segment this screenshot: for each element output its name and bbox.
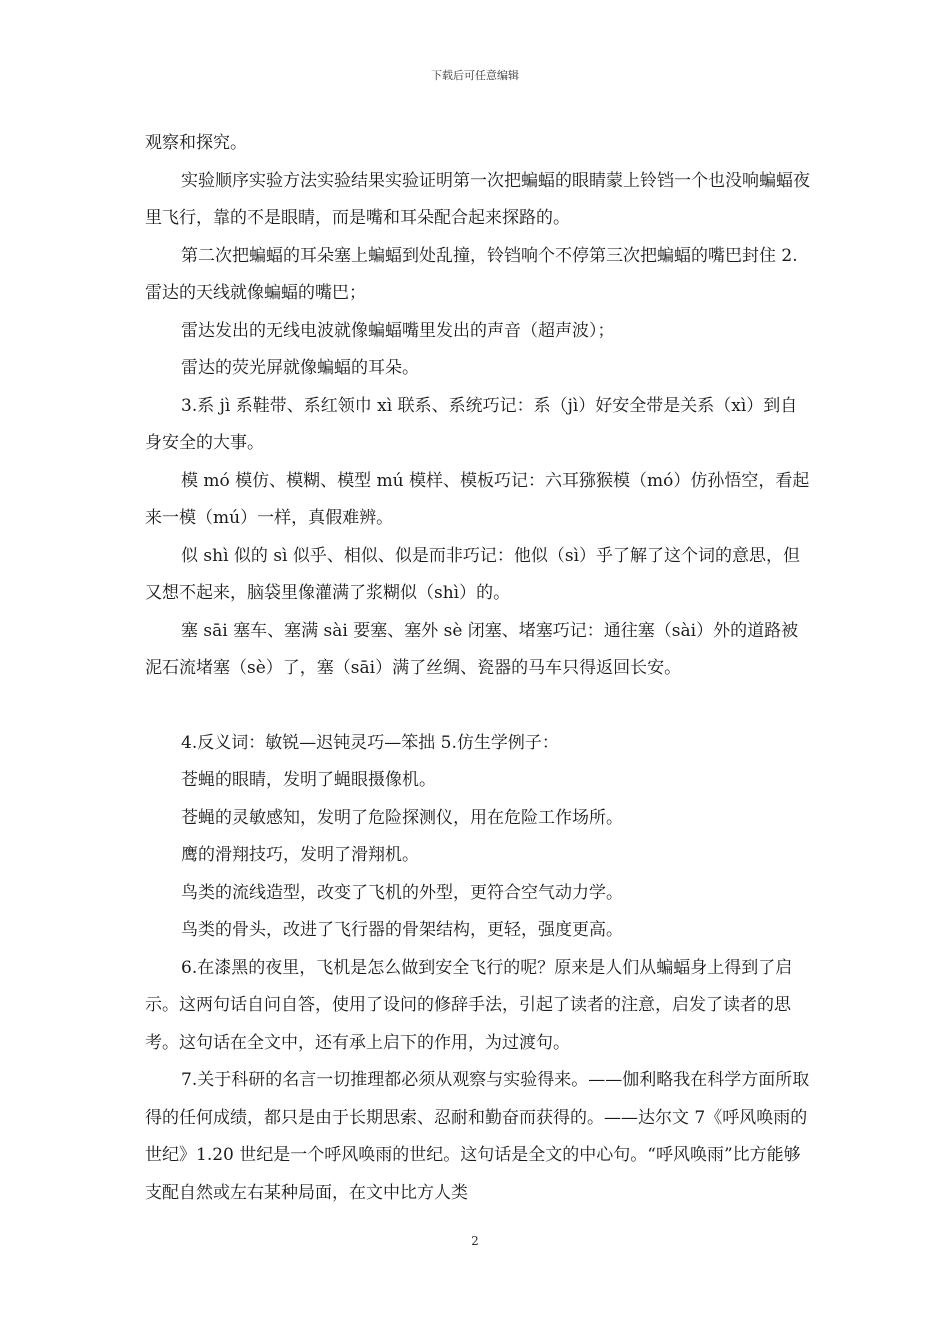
paragraph: 7.关于科研的名言一切推理都必须从观察与实验得来。——伽利略我在科学方面所取得的任何成绩，都只是由于长期思索、忍耐和勤奋而获得的。——达尔文 7《呼风唤雨的世纪》1.20 世纪是一个呼风唤雨的世纪。这句话是全文的中心句。“呼风唤雨”比方能够支配自然或左右某种局面，在文中比方人类 xyxy=(145,1070,810,1203)
paragraph: 第二次把蝙蝠的耳朵塞上蝙蝠到处乱撞，铃铛响个不停第三次把蝙蝠的嘴巴封住 2.雷达的天线就像蝙蝠的嘴巴； xyxy=(145,245,798,303)
paragraph: 雷达发出的无线电波就像蝙蝠嘴里发出的声音（超声波）； xyxy=(181,320,615,341)
blank-line xyxy=(145,688,810,725)
page-number: 2 xyxy=(471,1234,479,1248)
paragraph: 模 mó 模仿、模糊、模型 mú 模样、模板巧记：六耳猕猴模（mó）仿孙悟空，看起来一模（mú）一样，真假难辨。 xyxy=(145,470,810,528)
paragraph: 似 shì 似的 sì 似乎、相似、似是而非巧记：他似（sì）乎了解了这个词的意思，但又想不起来，脑袋里像灌满了浆糊似（shì）的。 xyxy=(145,545,801,603)
paragraph: 鸟类的骨头，改进了飞行器的骨架结构，更轻，强度更高。 xyxy=(181,920,623,940)
paragraph: 苍蝇的灵敏感知，发明了危险探测仪，用在危险工作场所。 xyxy=(181,807,623,828)
document-body xyxy=(145,125,810,1212)
paragraph: 6.在漆黑的夜里，飞机是怎么做到安全飞行的呢？原来是人们从蝙蝠身上得到了启示。这两句话自问自答，使用了设问的修辞手法，引起了读者的注意，启发了读者的思考。这句话在全文中，还有承上启下的作用，为过渡句。 xyxy=(145,957,793,1053)
paragraph: 实验顺序实验方法实验结果实验证明第一次把蝙蝠的眼睛蒙上铃铛一个也没响蝙蝠夜里飞行，靠的不是眼睛，而是嘴和耳朵配合起来探路的。 xyxy=(145,170,810,228)
paragraph: 观察和探究。 xyxy=(145,133,247,153)
page-header: 下载后可任意编辑 xyxy=(431,69,519,82)
paragraph: 鸟类的流线造型，改变了飞机的外型，更符合空气动力学。 xyxy=(181,882,623,903)
paragraph: 鹰的滑翔技巧，发明了滑翔机。 xyxy=(181,845,419,865)
paragraph: 雷达的荧光屏就像蝙蝠的耳朵。 xyxy=(181,358,419,378)
paragraph: 3.系 jì 系鞋带、系红领巾 xì 联系、系统巧记：系（jì）好安全带是关系（xì）到自身安全的大事。 xyxy=(145,395,798,453)
paragraph: 塞 sāi 塞车、塞满 sài 要塞、塞外 sè 闭塞、堵塞巧记：通往塞（sài）外的道路被泥石流堵塞（sè）了，塞（sāi）满了丝绸、瓷器的马车只得返回长安。 xyxy=(145,620,799,678)
paragraph: 苍蝇的眼睛，发明了蝇眼摄像机。 xyxy=(181,770,436,790)
paragraph: 4.反义词：敏锐—迟钝灵巧—笨拙 5.仿生学例子： xyxy=(181,732,559,753)
